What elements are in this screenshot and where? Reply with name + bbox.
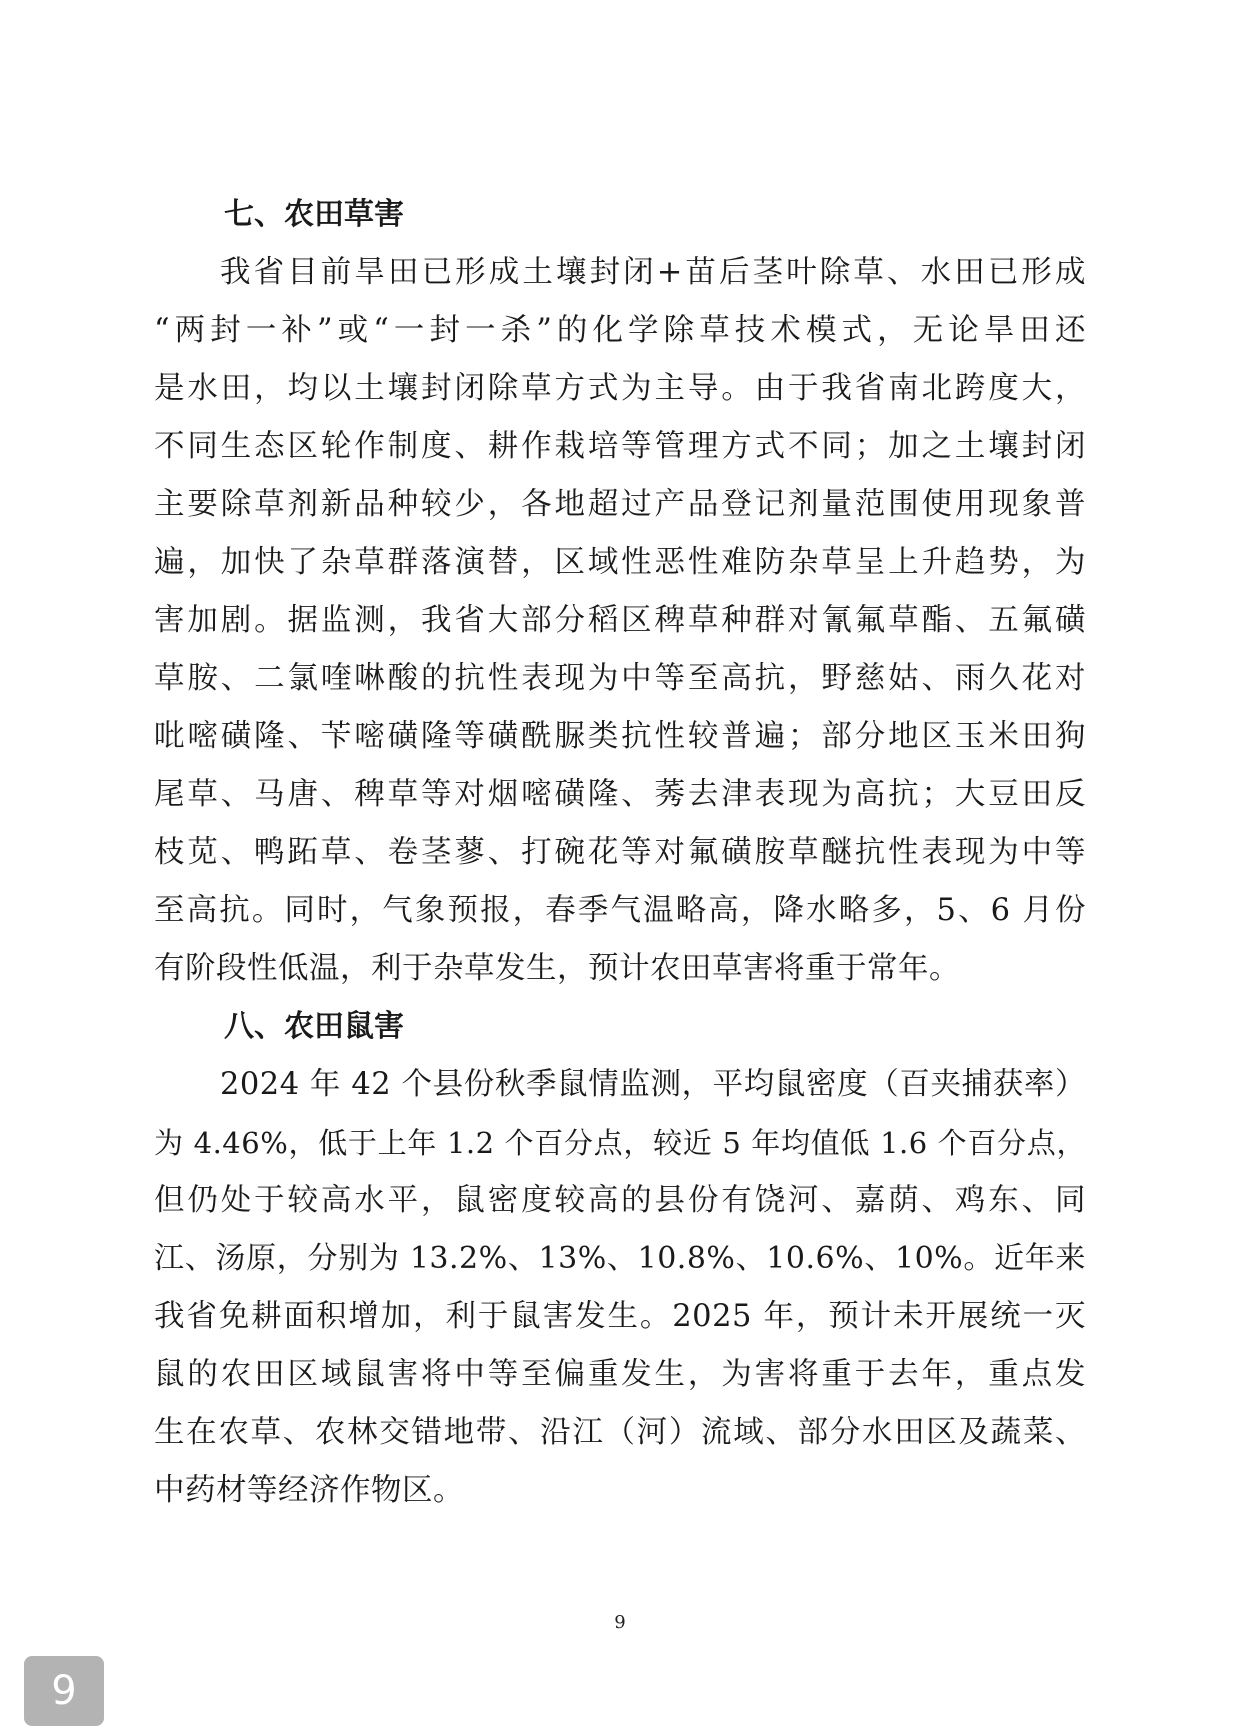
- paragraph-line: 不同生态区轮作制度、耕作栽培等管理方式不同；加之土壤封闭: [154, 429, 1086, 464]
- paragraph-line: 至高抗。同时，气象预报，春季气温略高，降水略多，5、6 月份: [154, 893, 1086, 928]
- page-number: 9: [614, 1612, 626, 1633]
- paragraph-line: 尾草、马唐、稗草等对烟嘧磺隆、莠去津表现为高抗；大豆田反: [154, 777, 1086, 812]
- paragraph-line: 中药材等经济作物区。: [154, 1473, 464, 1508]
- paragraph-rodents: [154, 1056, 1086, 1520]
- section-heading-weeds: 七、农田草害: [224, 197, 404, 232]
- paragraph-line: 是水田，均以土壤封闭除草方式为主导。由于我省南北跨度大，: [154, 371, 1086, 406]
- page-badge: 9: [24, 1656, 104, 1726]
- paragraph-line: 遍，加快了杂草群落演替，区域性恶性难防杂草呈上升趋势，为: [154, 545, 1086, 580]
- paragraph-line: 生在农草、农林交错地带、沿江（河）流域、部分水田区及蔬菜、: [154, 1415, 1086, 1450]
- paragraph-line: 为 4.46%，低于上年 1.2 个百分点，较近 5 年均值低 1.6 个百分点，: [154, 1126, 1086, 1160]
- paragraph-line: 主要除草剂新品种较少，各地超过产品登记剂量范围使用现象普: [154, 487, 1086, 522]
- paragraph-line: 害加剧。据监测，我省大部分稻区稗草种群对氰氟草酯、五氟磺: [154, 603, 1086, 638]
- paragraph-line: 鼠的农田区域鼠害将中等至偏重发生，为害将重于去年，重点发: [154, 1357, 1086, 1392]
- paragraph-line: 2024 年 42 个县份秋季鼠情监测，平均鼠密度（百夹捕获率）: [220, 1067, 1086, 1102]
- paragraph-line: 吡嘧磺隆、苄嘧磺隆等磺酰脲类抗性较普遍；部分地区玉米田狗: [154, 719, 1086, 754]
- paragraph-line: 江、汤原，分别为 13.2%、13%、10.8%、10.6%、10%。近年来: [154, 1241, 1086, 1276]
- paragraph-line: 有阶段性低温，利于杂草发生，预计农田草害将重于常年。: [154, 951, 960, 986]
- paragraph-line: “两封一补”或“一封一杀”的化学除草技术模式，无论旱田还: [154, 313, 1086, 348]
- paragraph-line: 但仍处于较高水平，鼠密度较高的县份有饶河、嘉荫、鸡东、同: [154, 1183, 1086, 1218]
- paragraph-line: 枝苋、鸭跖草、卷茎蓼、打碗花等对氟磺胺草醚抗性表现为中等: [154, 835, 1086, 870]
- section-heading-rodents: 八、农田鼠害: [224, 1009, 404, 1044]
- paragraph-line: 我省免耕面积增加，利于鼠害发生。2025 年，预计未开展统一灭: [154, 1299, 1086, 1334]
- paragraph-line: 我省目前旱田已形成土壤封闭+苗后茎叶除草、水田已形成: [220, 255, 1086, 290]
- paragraph-line: 草胺、二氯喹啉酸的抗性表现为中等至高抗，野慈姑、雨久花对: [154, 661, 1086, 696]
- document-body: [154, 186, 1086, 1520]
- paragraph-weeds: [154, 244, 1086, 998]
